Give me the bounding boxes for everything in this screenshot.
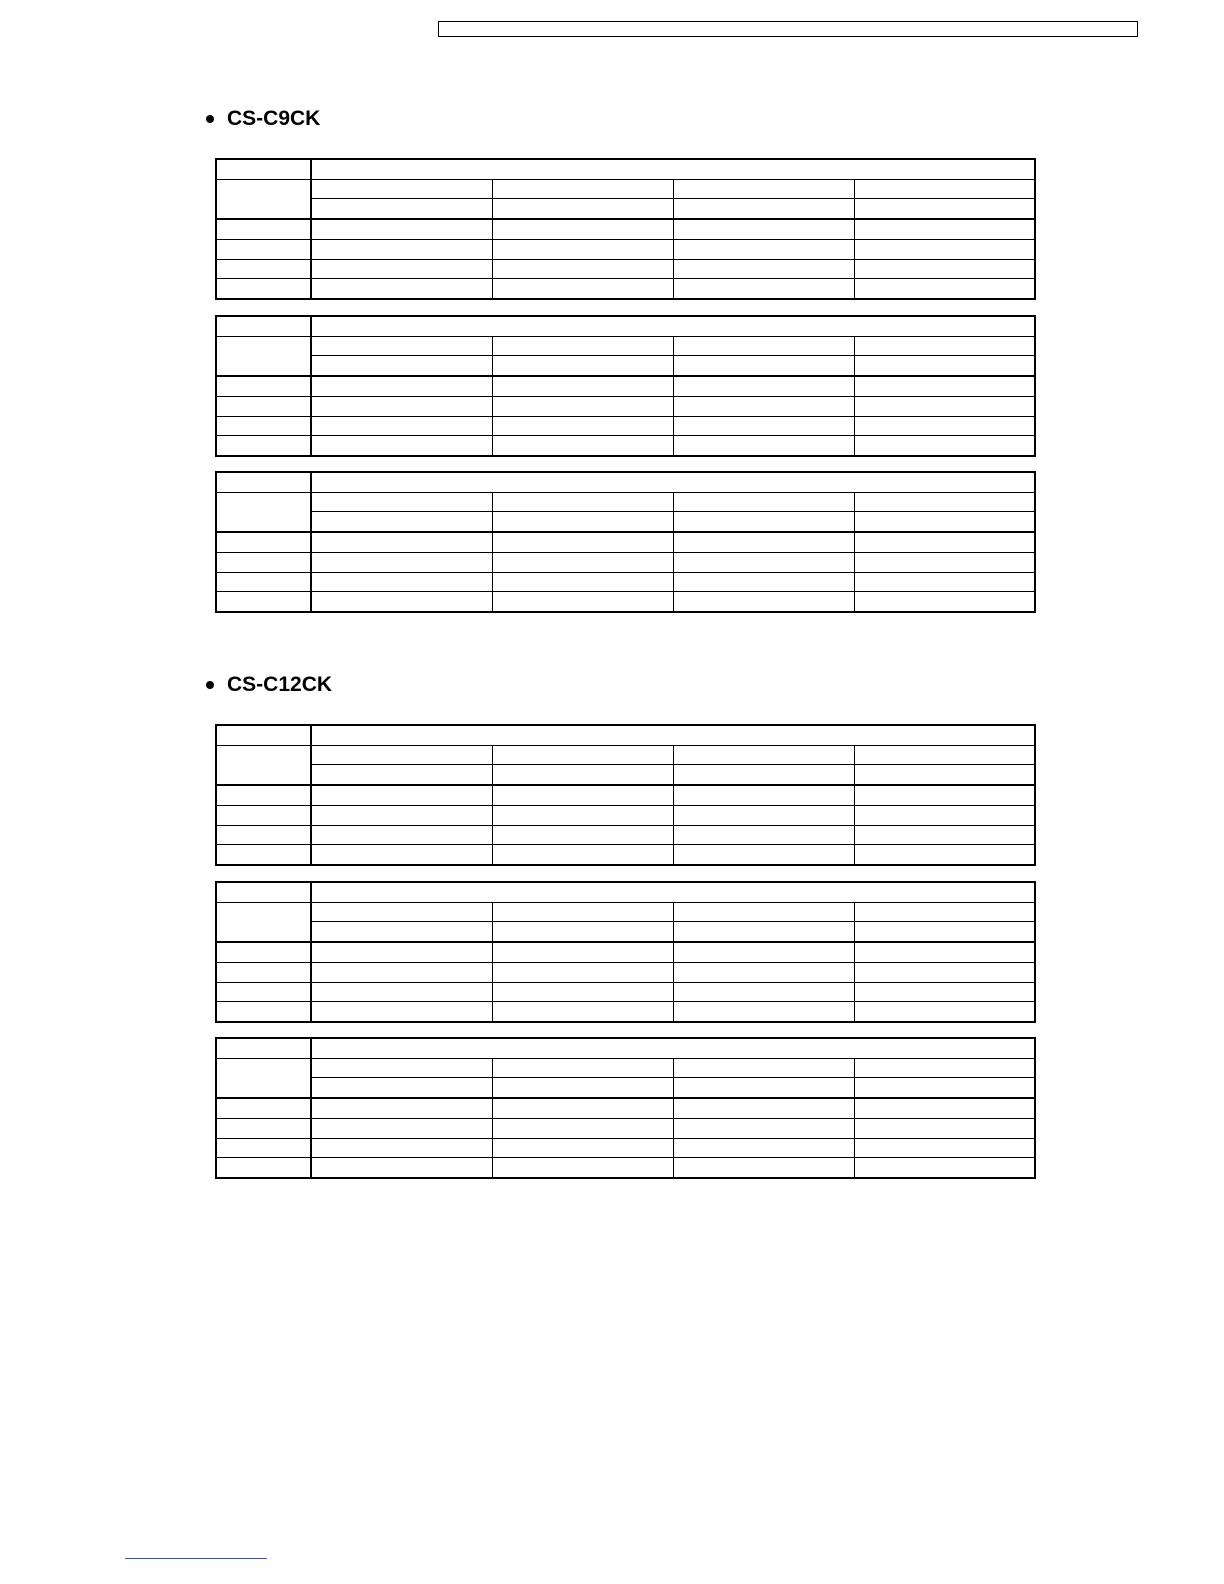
table-row (216, 159, 1035, 179)
table-row (216, 396, 1035, 416)
table-row (216, 199, 1035, 219)
table-row (216, 1058, 1035, 1078)
table-row (216, 356, 1035, 376)
data-table-c12ck-1 (215, 724, 1036, 866)
data-table-c9ck-1 (215, 158, 1036, 300)
model-label: CS-C12CK (227, 673, 333, 696)
data-table-c12ck-3 (215, 1037, 1036, 1179)
table-row (216, 492, 1035, 512)
table-row (216, 1138, 1035, 1158)
table-row (216, 845, 1035, 865)
data-table-c9ck-2 (215, 315, 1036, 457)
table-row (216, 1002, 1035, 1022)
page-header-box (438, 21, 1138, 37)
table-row (216, 785, 1035, 805)
table-row (216, 805, 1035, 825)
table-row (216, 336, 1035, 356)
table-row (216, 316, 1035, 336)
table-row (216, 416, 1035, 436)
table-row (216, 1098, 1035, 1118)
table-row (216, 552, 1035, 572)
table-row (216, 1038, 1035, 1058)
table-row (216, 376, 1035, 396)
table-row (216, 922, 1035, 942)
table-row (216, 825, 1035, 845)
table-row (216, 279, 1035, 299)
data-table-c12ck-2 (215, 881, 1036, 1023)
table-row (216, 1158, 1035, 1178)
table-row (216, 902, 1035, 922)
table-row (216, 592, 1035, 612)
model-label: CS-C9CK (227, 107, 321, 130)
model-heading-cs-c9ck (206, 107, 320, 131)
table-row (216, 1078, 1035, 1098)
bullet-icon (206, 681, 214, 689)
table-row (216, 765, 1035, 785)
table-row (216, 982, 1035, 1002)
table-row (216, 179, 1035, 199)
table-row (216, 942, 1035, 962)
model-heading-cs-c12ck (206, 673, 332, 697)
table-row (216, 472, 1035, 492)
table-row (216, 532, 1035, 552)
table-row (216, 962, 1035, 982)
table-row (216, 512, 1035, 532)
table-row (216, 882, 1035, 902)
table-row (216, 725, 1035, 745)
table-row (216, 239, 1035, 259)
table-row (216, 259, 1035, 279)
table-row (216, 436, 1035, 456)
footer-link-underline[interactable] (125, 1558, 267, 1559)
table-row (216, 1118, 1035, 1138)
bullet-icon (206, 115, 214, 123)
table-row (216, 745, 1035, 765)
table-row (216, 572, 1035, 592)
data-table-c9ck-3 (215, 471, 1036, 613)
table-row (216, 219, 1035, 239)
